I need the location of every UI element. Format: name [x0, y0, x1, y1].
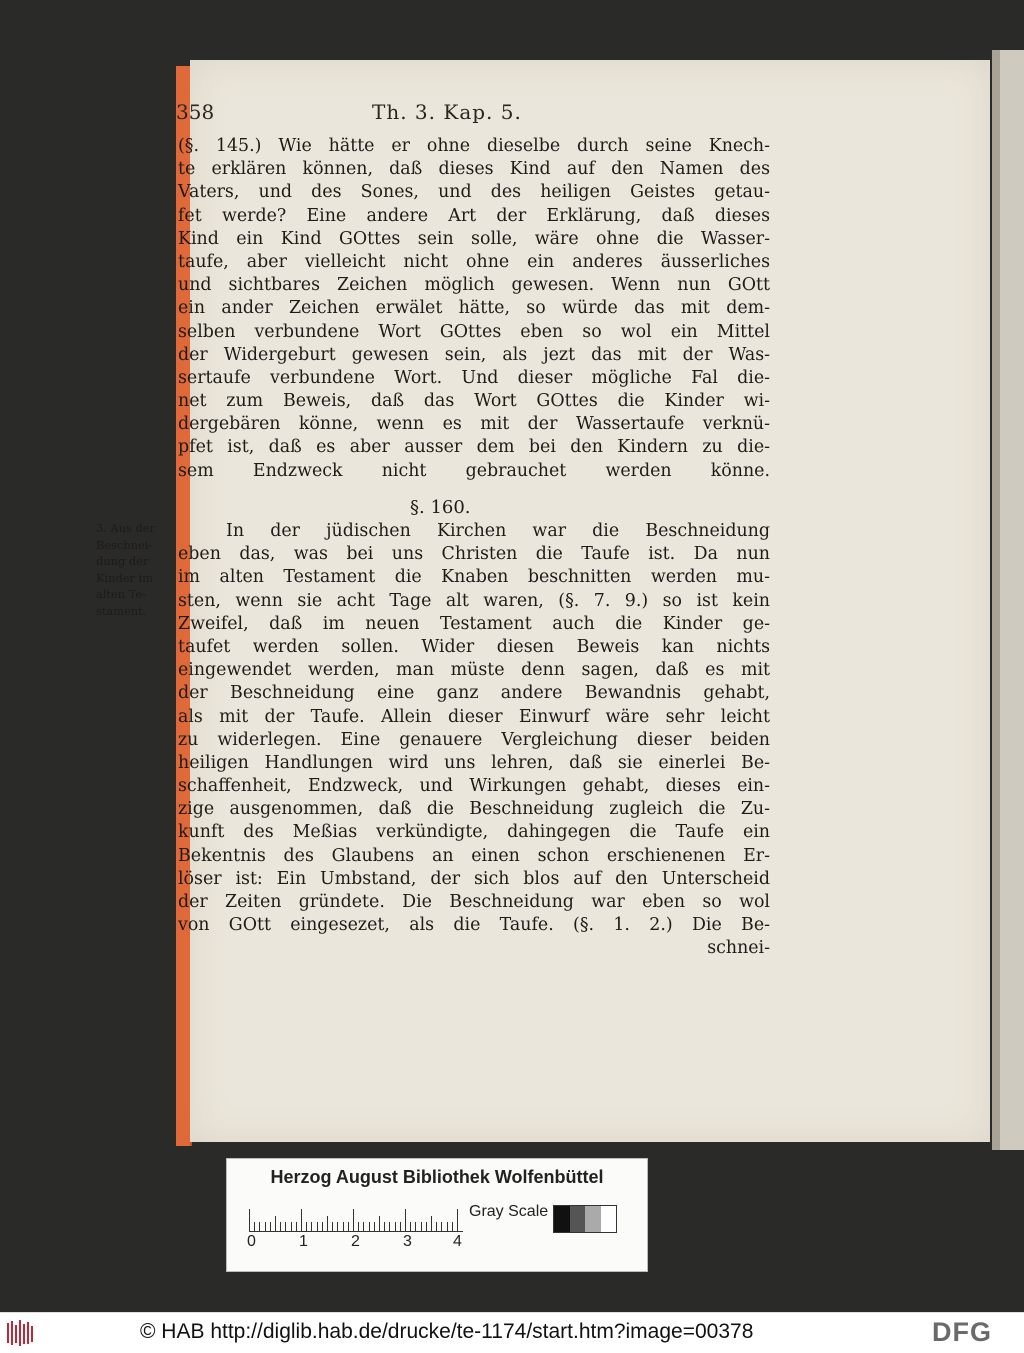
dfg-logo: DFG: [932, 1317, 992, 1347]
ruler-tick: [457, 1209, 458, 1231]
copyright-link[interactable]: © HAB http://diglib.hab.de/drucke/te-1174/start.htm?image=00378: [140, 1320, 754, 1343]
text-line: net zum Beweis, daß das Wort GOttes die Kinder wi-: [178, 391, 770, 412]
ruler-number: 0: [247, 1233, 256, 1250]
text-line: zige ausgenommen, daß die Beschneidung zugleich die Zu-: [178, 799, 770, 820]
gray-patch: [601, 1206, 617, 1232]
ruler-tick: [317, 1222, 318, 1231]
next-page-strip: [992, 50, 1024, 1150]
text-line: taufe, aber vielleicht nicht ohne ein anderes äusserliches: [178, 251, 770, 272]
text-line: Zweifel, daß im neuen Testament auch die Kinder ge-: [178, 613, 770, 634]
ruler-number: 4: [453, 1233, 462, 1250]
ruler-tick: [452, 1222, 453, 1231]
text-line: sertaufe verbundene Wort. Und dieser mögliche Fal die-: [178, 367, 770, 388]
text-line: schaffenheit, Endzweck, und Wirkungen gehabt, dieses ein-: [178, 776, 770, 797]
ruler: [249, 1205, 463, 1232]
page-fold: [992, 50, 1000, 1150]
text-line: als mit der Taufe. Allein dieser Einwurf wäre sehr leicht: [178, 706, 770, 727]
margin-note-line: Beschnei-: [96, 537, 153, 552]
margin-note-line: Kinder im: [96, 570, 154, 585]
ruler-tick: [311, 1222, 312, 1231]
text-line: te erklären können, daß dieses Kind auf den Namen des: [178, 159, 770, 180]
ruler-tick: [301, 1209, 302, 1231]
text-line: sem Endzweck nicht gebrauchet werden könne.: [178, 460, 770, 481]
text-line: der Beschneidung eine ganz andere Bewandnis gehabt,: [178, 683, 770, 704]
ruler-tick: [259, 1222, 260, 1231]
text-line: eben das, was bei uns Christen die Taufe ist. Da nun: [178, 544, 770, 565]
text-line: von GOtt eingesezet, als die Taufe. (§. 1. 2.) Die Be-: [178, 915, 770, 936]
hab-logo-icon: [6, 1319, 36, 1347]
gray-patch: [570, 1206, 586, 1232]
text-line: heiligen Handlungen wird uns lehren, daß sie einerlei Be-: [178, 752, 770, 773]
ruler-number: 1: [299, 1233, 308, 1250]
page-header: [176, 100, 776, 130]
section-number: §. 160.: [410, 497, 471, 518]
ruler-tick: [322, 1222, 323, 1231]
ruler-tick: [291, 1222, 292, 1231]
ruler-tick: [447, 1222, 448, 1231]
ruler-tick: [306, 1222, 307, 1231]
text-line: selben verbundene Wort GOttes eben so wol ein Mittel: [178, 321, 770, 342]
ruler-tick: [389, 1222, 390, 1231]
ruler-tick: [296, 1222, 297, 1231]
text-line: dergebären könne, wenn es mit der Wassertaufe verknü-: [178, 414, 770, 435]
ruler-tick: [280, 1222, 281, 1231]
ruler-tick: [254, 1222, 255, 1231]
page-number: 358: [176, 100, 215, 124]
ruler-number: 3: [403, 1233, 412, 1250]
text-line: eingewendet werden, man müste denn sagen, daß es mit: [178, 660, 770, 681]
color-scale-card: [226, 1158, 648, 1272]
text-line: Kind ein Kind GOttes sein solle, wäre ohne die Wasser-: [178, 228, 770, 249]
ruler-tick: [415, 1222, 416, 1231]
text-line: fet werde? Eine andere Art der Erklärung, daß dieses: [178, 205, 770, 226]
ruler-tick: [327, 1216, 328, 1231]
text-line: In der jüdischen Kirchen war die Beschneidung: [226, 521, 770, 541]
ruler-tick: [275, 1216, 276, 1231]
paragraph-1: [178, 135, 770, 483]
ruler-tick: [395, 1222, 396, 1231]
gray-patch: [554, 1206, 570, 1232]
text-line: zu widerlegen. Eine genauere Vergleichung dieser beiden: [178, 729, 770, 750]
text-line: pfet ist, daß es aber ausser dem bei den Kindern zu die-: [178, 437, 770, 458]
gray-scale-swatch: [553, 1205, 617, 1233]
text-line: kunft des Meßias verkündigte, dahingegen die Taufe ein: [178, 822, 770, 843]
catchword: schnei-: [707, 938, 770, 959]
ruler-tick: [285, 1222, 286, 1231]
text-line: taufet werden sollen. Wider diesen Beweis kan nichts: [178, 636, 770, 657]
text-line: Bekentnis des Glaubens an einen schon erschienenen Er-: [178, 845, 770, 866]
viewer-footer: [0, 1312, 1024, 1353]
text-line: und sichtbares Zeichen möglich gewesen. Wenn nun GOtt: [178, 275, 770, 296]
ruler-tick: [363, 1222, 364, 1231]
ruler-tick: [337, 1222, 338, 1231]
ruler-tick: [441, 1222, 442, 1231]
margin-note: [96, 520, 182, 620]
text-line: der Zeiten gründete. Die Beschneidung war eben so wol: [178, 892, 770, 912]
ruler-tick: [436, 1222, 437, 1231]
ruler-tick: [348, 1222, 349, 1231]
ruler-tick: [421, 1222, 422, 1231]
margin-note-line: alten Te-: [96, 587, 147, 602]
ruler-tick: [265, 1222, 266, 1231]
gray-scale-label: Gray Scale: [469, 1203, 549, 1220]
ruler-tick: [426, 1222, 427, 1231]
ruler-tick: [431, 1216, 432, 1231]
text-line: der Widergeburt gewesen sein, als jezt das mit der Was-: [178, 344, 770, 365]
gray-patch: [585, 1206, 601, 1232]
ruler-tick: [353, 1209, 354, 1231]
library-name: Herzog August Bibliothek Wolfenbüttel: [270, 1167, 604, 1187]
ruler-tick: [379, 1216, 380, 1231]
ruler-tick: [369, 1222, 370, 1231]
ruler-tick: [384, 1222, 385, 1231]
ruler-tick: [270, 1222, 271, 1231]
ruler-number: 2: [351, 1233, 360, 1250]
text-line: im alten Testament die Knaben beschnitten werden mu-: [178, 567, 770, 588]
margin-note-line: stament.: [96, 603, 147, 618]
margin-note-line: 3. Aus der: [96, 521, 155, 535]
ruler-tick: [358, 1222, 359, 1231]
text-line: löser ist: Ein Umbstand, der sich blos auf den Unterscheid: [178, 868, 770, 889]
text-line: ein ander Zeichen erwälet hätte, so würde das mit dem-: [178, 298, 770, 319]
ruler-tick: [343, 1222, 344, 1231]
text-line: sten, wenn sie acht Tage alt waren, (§. 7. 9.) so ist kein: [178, 590, 770, 611]
ruler-tick: [405, 1209, 406, 1231]
ruler-tick: [400, 1222, 401, 1231]
text-line: Vaters, und des Sones, und des heiligen Geistes getau-: [178, 182, 770, 203]
ruler-tick: [249, 1209, 250, 1231]
running-title: Th. 3. Kap. 5.: [372, 100, 522, 124]
text-line: (§. 145.) Wie hätte er ohne dieselbe durch seine Knech-: [178, 136, 770, 156]
ruler-tick: [332, 1222, 333, 1231]
ruler-tick: [410, 1222, 411, 1231]
ruler-tick: [374, 1222, 375, 1231]
paragraph-2: [178, 520, 770, 961]
margin-note-line: dung der: [96, 554, 149, 569]
